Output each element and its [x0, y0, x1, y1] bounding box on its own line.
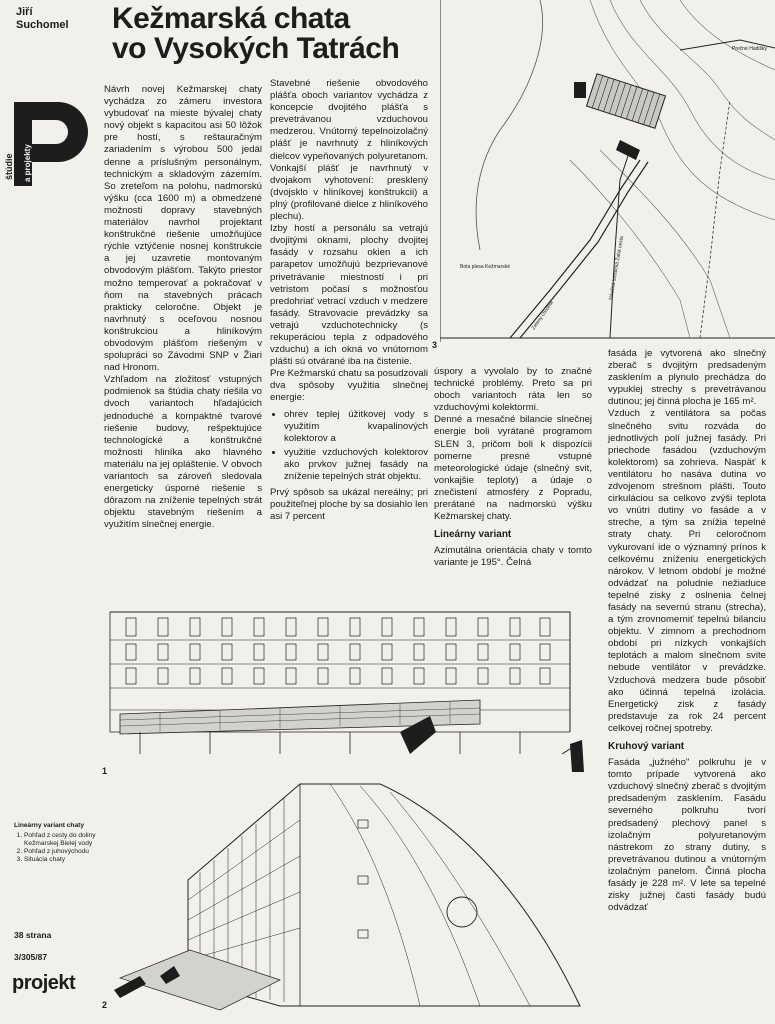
section-heading-circular: Kruhový variant: [608, 741, 685, 752]
magazine-logo: projekt: [12, 972, 76, 994]
perspective-figure: [100, 780, 600, 1016]
text-column-3: [434, 366, 592, 570]
list-item: • ohrev teplej úžitkovej vody s využitím kvapalinových kolektorov a: [284, 409, 428, 445]
col2-paragraph-1: Stavebné riešenie obvodového plášťa oboch variantov vychádza z koncepcie dvojitého plášťa s prevetrávanou vzduchovou medzerou. Vnútorný tepelnoizolačný plášť je navrhnutý z hliníkových dielcov vypeňovaných polyuretanom. Vonkajší plášť je navrhnutý v dvojakom vyhotovení: presklený (dvojsklo v hliníkovej konštrukcii) a plný (profilované dielce z hliníkového plechu).: [270, 78, 428, 223]
text-column-4: [608, 348, 766, 914]
col2-paragraph-3: Pre Kežmarskú chatu sa posudzovali dva spôsoby využitia slnečnej energie:: [270, 368, 428, 404]
text-column-1: [104, 84, 262, 531]
section-logo-icon: [4, 94, 90, 190]
list-item: 3. Situácia chaty: [24, 856, 96, 864]
figure-1-label: 1: [102, 766, 108, 776]
author-first-name: Jiří: [16, 6, 33, 18]
col3-paragraph-1: úspory a vyvolalo by to značné technické problémy. Preto sa pri oboch variantoch ráta len so vzduchovými kolektormi.: [434, 366, 592, 414]
title-line-2: vo Vysokých Tatrách: [112, 32, 400, 65]
col4-paragraph-2: Vzduch z ventilátora sa počas slnečného svitu rozváda do jednotlivých polí južnej fasády. Pri priechode fasádou (vzduchovým kolektorom) sa zohrieva. Naspäť k ventilátoru ho nasáva dutina vo zdvojenom strešnom plášti. Touto cirkuláciou sa celkovo zvýši teplota vo vnútri dutiny vo fasáde a v streche, a tým sa znížia tepelné straty chaty. Pri celoročnom vykurovaní ide o významný prínos k celkovému zníženiu energetických nárokov. V letnom období je možné odvádzať na poludnie nežiaduce tepelné zisky z oslnenia čelnej fasády na severnú stranu (strecha), a tým zrovnomerniť tepelnú bilanciu objektu. V zimnom a prechodnom období pri nízkych vonkajších teplotách a malom slnečnom svite nebude ventilátor v prevádzke. Vzduchová medzera bude pôsobiť ako účinná tepelná izolácia. Energetický zisk z fasády predstavuje za rok 24 percent celkovej ročnej spotreby.: [608, 408, 766, 734]
logo-side-text-2: a projekty: [23, 144, 32, 182]
col4-paragraph-1: fasáda je vytvorená ako slnečný zberač s dvojitým predsadeným zasklením a plynulo prechádza do vypuklej strechy s prevetrávanou dutinou; jej činná plocha je 165 m².: [608, 348, 766, 408]
site-plan-figure: [440, 0, 775, 342]
caption-title: Lineárny variant chaty: [14, 822, 84, 829]
figure-caption: [14, 822, 96, 864]
author-last-name: Suchomel: [16, 19, 69, 31]
logo-side-text-1: štúdie: [4, 153, 14, 180]
elevation-figure: [100, 604, 600, 772]
list-item: 1. Pohľad z cesty do doliny Kežmarskej Bielej vody: [24, 832, 96, 848]
figure-2-label: 2: [102, 1000, 108, 1010]
section-heading-linear: Lineárny variant: [434, 529, 512, 541]
article-title: [112, 4, 432, 64]
issue-number: 3/305/87: [14, 952, 48, 962]
map-label: Prečné Hadišky: [732, 46, 768, 52]
author-name: [16, 6, 69, 32]
figure-3-label: 3: [432, 340, 438, 350]
col1-paragraph-2: Vzhľadom na zložitosť vstupných podmienok sa štúdia chaty riešila vo dvoch variantoch hľadajúcich jednoduché a kompaktné tvarové riešenie budovy, rešpektujúce technologické a konštrukčné možnosti hliníka ako hlavného materiálu na jej opláštenie. V obvoch variantoch sa zároveň sledovala energeticky úsporné riešenie s dôrazom na zníženie tepelných strát objektu stavebným riešením a využitím slnečnej energie.: [104, 374, 262, 531]
col3-paragraph-2: Denné a mesačné bilancie slnečnej energie boli vyrátané programom SLEN 3, pričom boli k dispozícii pomerne presné vstupné meteorologické údaje (slnečný svit, vonkajšie teploty) a údaje o znečistení atmosféry z Popradu, prerátané na nadmorskú výšku Kežmarskej chaty.: [434, 414, 592, 523]
col3-paragraph-3: Azimutálna orientácia chaty v tomto variante je 195°. Čelná: [434, 545, 592, 569]
list-item: 2. Pohľad z juhovýchodu: [24, 848, 96, 856]
caption-list: [14, 832, 96, 864]
col2-paragraph-2: Izby hostí a personálu sa vetrajú dvojitými oknami, plochy dvojitej fasády v rozsahu okien a ich parapetov umožňujú bezprievanové privetrávanie miestností i pri vetristom počasí s možnosťou predohriať vetrací vzduch v medzere fasády. Stravovacie prevádzky sa vetrajú vzduchotechnicky (s rekuperáciou tepla z odpadového vzduchu) a ich okná vo vnútornom plášti sú otvárané iba na čistenie.: [270, 223, 428, 368]
map-label: Zelený chodník: [530, 299, 556, 332]
list-item: • využitie vzduchových kolektorov ako prvkov južnej fasády na zníženie tepelných strát objektu.: [284, 447, 428, 483]
map-label: Bota plesa Kežmarské: [460, 264, 511, 270]
col1-paragraph-1: Návrh novej Kežmarskej chaty vychádza zo zámeru investora vybudovať na mieste bývalej chaty nový objekt s kapacitou asi 50 lôžok pre hostí, s reštauračným zariadením s výrobou 500 jedál denne a príslušným personálnym, technickým a skladovým zázemím. So zreteľom na polohu, nadmorskú výšku (cca 1600 m) a obmedzené možnosti dopravy stavebných materiálov navrhol projektant konštrukčné riešenie umožňujúce rýchle vztýčenie nosnej konštrukcie a jej uzavretie montovaným obvodovým plášťom. Takýto priestor možno temperovať a pokračovať v ňom na stavebných prácach prakticky celoročne. Objekt je navrhnutý s oceľovou nosnou konštrukciou a hliníkovým obvodovým plášťom riešeným v spolupráci so Závodmi SNP v Žiari nad Hronom.: [104, 84, 262, 374]
col2-paragraph-4: Prvý spôsob sa ukázal nereálny; pri použiteľnej ploche by sa dosiahlo len asi 7 percent: [270, 487, 428, 523]
text-column-2: [270, 78, 428, 523]
map-label: Náučná turistická Žabá cesta: [608, 235, 626, 301]
solar-options-list: [270, 409, 428, 484]
col4-paragraph-3: Fasáda „južného" polkruhu je v tomto prípade vytvorená ako vzduchový slnečný zberač s dvojitým predsadeným zasklením. Fasádu severného polkruhu tvorí predsadený plechový panel s izolačným polyuretanovým nástrekom zo strany dutiny, s prevetrávanou dutinou a vnútorným izolačným panelom. Činná plocha fasády je 228 m². V lete sa tepelné zisky južnej časti fasády budú odvádzať: [608, 757, 766, 914]
page-number: 38 strana: [14, 930, 52, 940]
title-line-1: Kežmarská chata: [112, 2, 350, 35]
